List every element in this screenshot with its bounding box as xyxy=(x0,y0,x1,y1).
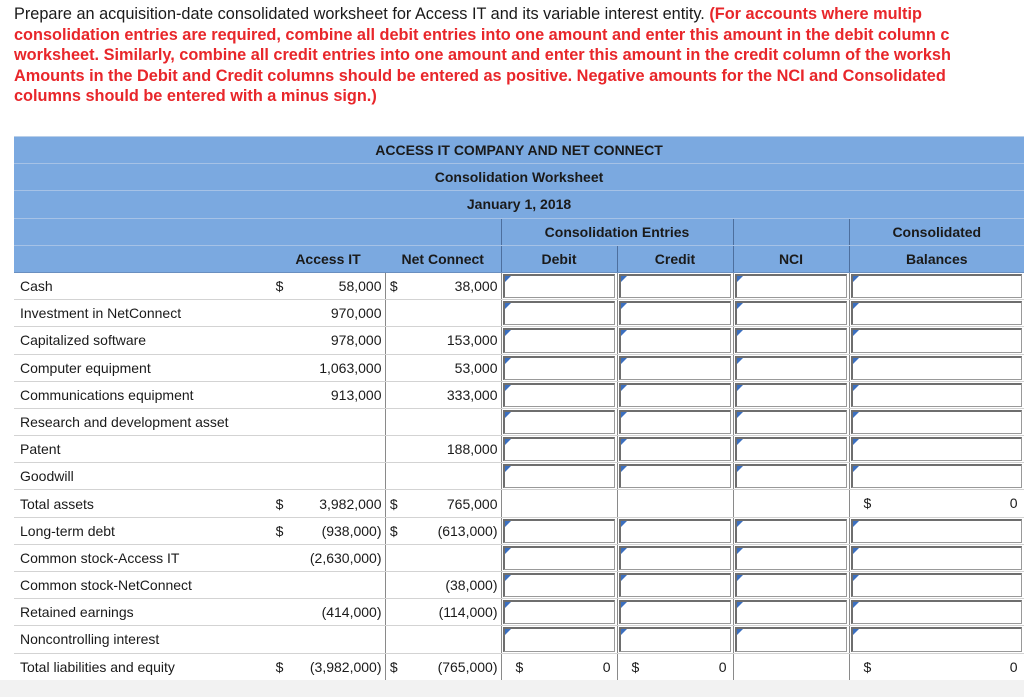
instructions-line2: consolidation entries are required, combine all debit entries into one amount and enter this amount in the debit column c xyxy=(14,25,950,44)
net-currency: $ xyxy=(385,517,402,544)
access-it-value xyxy=(288,408,385,435)
access-currency xyxy=(271,599,288,626)
table-row xyxy=(14,463,1024,490)
input-box[interactable] xyxy=(851,573,1022,597)
balance-total xyxy=(849,490,1024,517)
net-connect-value: 188,000 xyxy=(402,436,501,463)
credit-input[interactable] xyxy=(617,408,733,435)
worksheet-date: January 1, 2018 xyxy=(14,191,1024,218)
access-it-value: 58,000 xyxy=(288,272,385,299)
row-label: Common stock-NetConnect xyxy=(14,572,271,599)
net-connect-value: (114,000) xyxy=(402,599,501,626)
debit-input[interactable] xyxy=(501,517,617,544)
access-it-value: 1,063,000 xyxy=(288,354,385,381)
input-box[interactable] xyxy=(503,627,615,651)
nci-input[interactable] xyxy=(733,408,849,435)
balance-total xyxy=(849,653,1024,680)
input-box[interactable] xyxy=(735,437,847,461)
row-label: Computer equipment xyxy=(14,354,271,381)
credit-input[interactable] xyxy=(617,626,733,653)
net-currency xyxy=(385,300,402,327)
input-box[interactable] xyxy=(503,301,615,325)
header-balances: Balances xyxy=(849,245,1024,272)
input-box[interactable] xyxy=(503,546,615,570)
input-box[interactable] xyxy=(619,274,731,298)
input-box[interactable] xyxy=(735,546,847,570)
table-row xyxy=(14,408,1024,435)
debit-input[interactable] xyxy=(501,544,617,571)
debit-input[interactable] xyxy=(501,327,617,354)
table-row xyxy=(14,272,1024,299)
net-connect-value: 53,000 xyxy=(402,354,501,381)
input-box[interactable] xyxy=(735,301,847,325)
nci-input[interactable] xyxy=(733,463,849,490)
access-it-value: 970,000 xyxy=(288,300,385,327)
access-currency xyxy=(271,544,288,571)
debit-total-value: 0 xyxy=(602,658,611,675)
credit-total-value: 0 xyxy=(718,658,727,675)
credit-input[interactable] xyxy=(617,381,733,408)
net-currency: $ xyxy=(385,272,402,299)
input-box[interactable] xyxy=(851,546,1022,570)
credit-total xyxy=(617,490,733,517)
debit-input[interactable] xyxy=(501,572,617,599)
row-label: Long-term debt xyxy=(14,517,271,544)
nci-input[interactable] xyxy=(733,327,849,354)
row-label: Communications equipment xyxy=(14,381,271,408)
instructions-line5: columns should be entered with a minus sign.) xyxy=(14,87,377,105)
input-box[interactable] xyxy=(503,519,615,543)
input-box[interactable] xyxy=(851,437,1022,461)
net-currency: $ xyxy=(385,653,402,680)
input-box[interactable] xyxy=(735,573,847,597)
table-row xyxy=(14,381,1024,408)
net-connect-value: (613,000) xyxy=(402,517,501,544)
header-access-it: Access IT xyxy=(271,245,385,272)
header-credit: Credit xyxy=(617,245,733,272)
input-box[interactable] xyxy=(851,464,1022,488)
net-connect-value: (38,000) xyxy=(402,572,501,599)
net-currency xyxy=(385,436,402,463)
input-box[interactable] xyxy=(735,328,847,352)
debit-input[interactable] xyxy=(501,436,617,463)
net-currency xyxy=(385,544,402,571)
input-box[interactable] xyxy=(735,383,847,407)
access-currency: $ xyxy=(271,490,288,517)
debit-input[interactable] xyxy=(501,272,617,299)
access-currency xyxy=(271,327,288,354)
balance-input[interactable] xyxy=(849,408,1024,435)
input-box[interactable] xyxy=(735,274,847,298)
input-box[interactable] xyxy=(619,600,731,624)
balance-total-value: 0 xyxy=(1009,495,1018,512)
table-row xyxy=(14,572,1024,599)
input-box[interactable] xyxy=(619,383,731,407)
access-currency xyxy=(271,572,288,599)
input-box[interactable] xyxy=(619,356,731,380)
table-row xyxy=(14,490,1024,517)
credit-input[interactable] xyxy=(617,572,733,599)
table-row xyxy=(14,626,1024,653)
input-box[interactable] xyxy=(851,328,1022,352)
access-currency xyxy=(271,354,288,381)
footer-strip xyxy=(0,680,1024,697)
balance-input[interactable] xyxy=(849,572,1024,599)
nci-total xyxy=(733,653,849,680)
balance-input[interactable] xyxy=(849,517,1024,544)
header-nci: NCI xyxy=(733,245,849,272)
net-currency: $ xyxy=(385,490,402,517)
access-it-value: (3,982,000) xyxy=(288,653,385,680)
net-connect-value: (765,000) xyxy=(402,653,501,680)
nci-input[interactable] xyxy=(733,354,849,381)
access-it-value xyxy=(288,436,385,463)
net-currency xyxy=(385,354,402,381)
input-box[interactable] xyxy=(735,464,847,488)
input-box[interactable] xyxy=(851,274,1022,298)
credit-input[interactable] xyxy=(617,436,733,463)
instructions-line1: Prepare an acquisition-date consolidated worksheet for Access IT and its variable interest entity. xyxy=(14,5,710,23)
balance-input[interactable] xyxy=(849,626,1024,653)
input-box[interactable] xyxy=(619,573,731,597)
input-box[interactable] xyxy=(503,464,615,488)
input-box[interactable] xyxy=(503,600,615,624)
row-label: Common stock-Access IT xyxy=(14,544,271,571)
balance-input[interactable] xyxy=(849,300,1024,327)
access-it-value xyxy=(288,463,385,490)
input-box[interactable] xyxy=(619,546,731,570)
nci-input[interactable] xyxy=(733,381,849,408)
nci-input[interactable] xyxy=(733,626,849,653)
table-row xyxy=(14,544,1024,571)
row-label: Patent xyxy=(14,436,271,463)
input-box[interactable] xyxy=(503,383,615,407)
instructions-line4: Amounts in the Debit and Credit columns should be entered as positive. Negative amounts for the NCI and Consolidated xyxy=(14,66,946,85)
net-currency xyxy=(385,599,402,626)
row-label: Research and development asset xyxy=(14,408,271,435)
table-row xyxy=(14,354,1024,381)
row-label: Cash xyxy=(14,272,271,299)
input-box[interactable] xyxy=(503,410,615,434)
access-currency xyxy=(271,300,288,327)
credit-total xyxy=(617,653,733,680)
input-box[interactable] xyxy=(619,437,731,461)
balance-input[interactable] xyxy=(849,544,1024,571)
access-it-value: 3,982,000 xyxy=(288,490,385,517)
row-label: Capitalized software xyxy=(14,327,271,354)
credit-input[interactable] xyxy=(617,544,733,571)
input-box[interactable] xyxy=(735,627,847,651)
balance-input[interactable] xyxy=(849,381,1024,408)
credit-input[interactable] xyxy=(617,327,733,354)
nci-input[interactable] xyxy=(733,599,849,626)
input-box[interactable] xyxy=(503,274,615,298)
net-currency xyxy=(385,463,402,490)
table-row xyxy=(14,436,1024,463)
balance-input[interactable] xyxy=(849,272,1024,299)
row-label: Total assets xyxy=(14,490,271,517)
access-currency: $ xyxy=(271,517,288,544)
currency-sign: $ xyxy=(863,658,872,675)
nci-input[interactable] xyxy=(733,572,849,599)
currency-sign: $ xyxy=(863,495,872,512)
header-blank xyxy=(14,218,501,245)
table-row xyxy=(14,300,1024,327)
net-currency xyxy=(385,572,402,599)
input-box[interactable] xyxy=(503,356,615,380)
input-box[interactable] xyxy=(619,464,731,488)
access-currency xyxy=(271,381,288,408)
table-row xyxy=(14,653,1024,680)
balance-input[interactable] xyxy=(849,327,1024,354)
net-connect-value xyxy=(402,544,501,571)
access-it-value: 978,000 xyxy=(288,327,385,354)
debit-input[interactable] xyxy=(501,599,617,626)
input-box[interactable] xyxy=(735,600,847,624)
header-consolidated: Consolidated xyxy=(849,218,1024,245)
access-it-value: (2,630,000) xyxy=(288,544,385,571)
row-label: Total liabilities and equity xyxy=(14,653,271,680)
debit-input[interactable] xyxy=(501,354,617,381)
access-currency: $ xyxy=(271,272,288,299)
row-label: Goodwill xyxy=(14,463,271,490)
worksheet-subtitle: Consolidation Worksheet xyxy=(14,164,1024,191)
input-box[interactable] xyxy=(735,519,847,543)
instructions xyxy=(14,4,1024,107)
header-account xyxy=(14,245,271,272)
table-row xyxy=(14,327,1024,354)
header-debit: Debit xyxy=(501,245,617,272)
input-box[interactable] xyxy=(503,573,615,597)
credit-input[interactable] xyxy=(617,599,733,626)
balance-input[interactable] xyxy=(849,436,1024,463)
input-box[interactable] xyxy=(619,410,731,434)
net-currency xyxy=(385,408,402,435)
access-it-value: (938,000) xyxy=(288,517,385,544)
input-box[interactable] xyxy=(503,328,615,352)
currency-sign: $ xyxy=(515,658,524,675)
access-it-value xyxy=(288,572,385,599)
access-it-value: (414,000) xyxy=(288,599,385,626)
access-currency xyxy=(271,463,288,490)
credit-input[interactable] xyxy=(617,463,733,490)
access-it-value xyxy=(288,626,385,653)
debit-input[interactable] xyxy=(501,408,617,435)
net-connect-value: 38,000 xyxy=(402,272,501,299)
debit-total xyxy=(501,490,617,517)
net-connect-value xyxy=(402,626,501,653)
net-connect-value: 333,000 xyxy=(402,381,501,408)
net-connect-value: 153,000 xyxy=(402,327,501,354)
debit-input[interactable] xyxy=(501,463,617,490)
input-box[interactable] xyxy=(503,437,615,461)
nci-input[interactable] xyxy=(733,517,849,544)
access-currency xyxy=(271,626,288,653)
instructions-line1-red: (For accounts where multip xyxy=(709,5,922,23)
input-box[interactable] xyxy=(735,356,847,380)
currency-sign: $ xyxy=(631,658,640,675)
debit-input[interactable] xyxy=(501,626,617,653)
table-row xyxy=(14,517,1024,544)
net-currency xyxy=(385,626,402,653)
nci-input[interactable] xyxy=(733,436,849,463)
debit-input[interactable] xyxy=(501,300,617,327)
net-currency xyxy=(385,327,402,354)
net-currency xyxy=(385,381,402,408)
row-label: Retained earnings xyxy=(14,599,271,626)
nci-input[interactable] xyxy=(733,300,849,327)
input-box[interactable] xyxy=(851,383,1022,407)
row-label: Noncontrolling interest xyxy=(14,626,271,653)
access-currency xyxy=(271,436,288,463)
header-net-connect: Net Connect xyxy=(385,245,501,272)
balance-input[interactable] xyxy=(849,463,1024,490)
credit-input[interactable] xyxy=(617,354,733,381)
balance-input[interactable] xyxy=(849,599,1024,626)
row-label: Investment in NetConnect xyxy=(14,300,271,327)
net-connect-value xyxy=(402,300,501,327)
access-currency xyxy=(271,408,288,435)
net-connect-value: 765,000 xyxy=(402,490,501,517)
input-box[interactable] xyxy=(619,328,731,352)
access-it-value: 913,000 xyxy=(288,381,385,408)
worksheet-title: ACCESS IT COMPANY AND NET CONNECT xyxy=(14,137,1024,164)
input-box[interactable] xyxy=(851,600,1022,624)
net-connect-value xyxy=(402,408,501,435)
nci-input[interactable] xyxy=(733,272,849,299)
instructions-line3: worksheet. Similarly, combine all credit entries into one amount and enter this amount in the credit column of the worksh xyxy=(14,46,951,64)
input-box[interactable] xyxy=(619,627,731,651)
input-box[interactable] xyxy=(851,410,1022,434)
net-connect-value xyxy=(402,463,501,490)
nci-total xyxy=(733,490,849,517)
input-box[interactable] xyxy=(851,519,1022,543)
access-currency: $ xyxy=(271,653,288,680)
credit-input[interactable] xyxy=(617,272,733,299)
table-row xyxy=(14,599,1024,626)
input-box[interactable] xyxy=(851,356,1022,380)
consolidation-worksheet xyxy=(14,136,1024,681)
header-blank-nci xyxy=(733,218,849,245)
credit-input[interactable] xyxy=(617,300,733,327)
credit-input[interactable] xyxy=(617,517,733,544)
balance-input[interactable] xyxy=(849,354,1024,381)
header-consolidation-entries: Consolidation Entries xyxy=(501,218,733,245)
debit-input[interactable] xyxy=(501,381,617,408)
input-box[interactable] xyxy=(619,519,731,543)
input-box[interactable] xyxy=(619,301,731,325)
input-box[interactable] xyxy=(851,301,1022,325)
input-box[interactable] xyxy=(735,410,847,434)
input-box[interactable] xyxy=(851,627,1022,651)
debit-total xyxy=(501,653,617,680)
balance-total-value: 0 xyxy=(1009,658,1018,675)
nci-input[interactable] xyxy=(733,544,849,571)
